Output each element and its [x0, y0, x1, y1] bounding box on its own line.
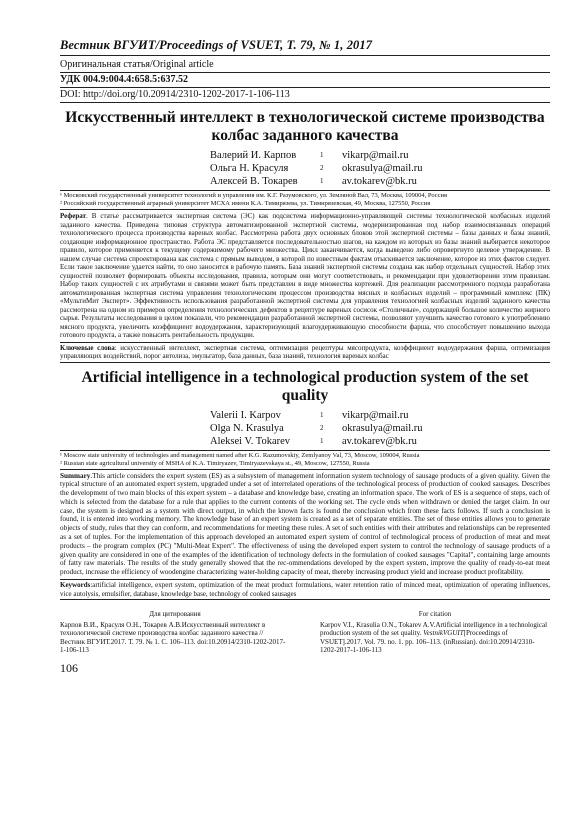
author-affil-mark: 1 — [320, 436, 324, 445]
author-row — [210, 175, 550, 188]
affiliation: ¹ Московский государственный университет технологий и управления им. К.Г. Разумовского, ул. Земляной Вал, 73, Москва, 109004, Россия — [60, 192, 448, 199]
keywords-en — [60, 579, 550, 600]
citation-ru — [60, 610, 290, 655]
author-row — [210, 435, 550, 448]
author-name: Aleksei V. Tokarev — [210, 435, 291, 447]
abstract-text: .This article considers the expert system (ES) as a subsystem of management information system technology of sausage products of a given quality. Given the typical structure of an automated expert system, upgraded under a set of interrelated operations of the technological process of production of cooked sausages. Describes the development of two main blocks of this expert system – a database and knowledge base, creating an information space. The work of ES is a sequence of steps, each of which is selected from the database for a rule that applies to the current contents of the working set. The cycle ends when withdrawn or denied the target claim. In our case, the system is designed as a system with direct output, in which the known facts is found the conclusion which from these facts follows. If such a conclusion is found, it is entered into working memory. The knowledge base of an expert system is created as a set of separate entities. The set of these entities allows you to generate objects of study, rules that they can conform, and recommendations for meeting these rules. A set of such entities with their attributes and relationships can be represented as a set of tuples. For the implementation of this approach developed an automated expert system of control of technological process of production of meat and meat products – the program complex (PC) "Multi-Meat Expert". The effectiveness of using the developed expert system to control the technology of sausage products of a given quality are considered in one of the examples of the identification of technology defects in the formulation of cooked sausages "Capital", containing large amounts of fatty raw materials. The results of the study generally showed that the rec-ommendations developed by the expert system, improve the quality of ready-to-eat meat product, increase the efficiency of woodengine characterizing water-holding capacity of meat, thereby increasing product yield and increase product profitability. — [60, 471, 550, 577]
affiliations-ru — [60, 190, 550, 210]
abstract-text: . В статье рассматривается экспертная система (ЭС) как подсистема информационно-управляющей системы технологической колбасных изделий заданного качества. Приведена типовая структура автоматизированной экспертной системы, модернизированная под набор взаимосвязанных операций технологического процесса производства вареных колбас. Рассмотрена работа двух основных блоков этой экспертной системы – базы данных и базы знаний, создающие информационное пространство. Работа ЭС представляется последовательностью шагов, на каждом из которых из базы знаний выбирается некоторое правило, которое применяется к текущему содержимому рабочего множества. Цикл заканчивается, когда выведено либо опровергнуто целевое утверждение. В нашем случае система спроектирована как система с прямым выводом, в которой по известным фактам отыскивается заключение, которое из этих фактов следует. Если такое заключение удается найти, то оно заносится в рабочую память. База знаний экспертной системы создана как набор отдельных сущностей. Набор этих сущностей позволяет формировать объекты исследования, правила, которым они могут соответствовать, и рекомендации при удовлетворении этим правилам. Набор таких сущностей с их атрибутами и связями может быть представлен в виде множества кортежей. Для реализации рассмотренного подхода разработана автоматизированная экспертная система управления технологическим процессом производства мясных и колбасных изделий – программный комплекс (ПК) «МультиМит Эксперт». Эффективность использования разработанной экспертной системы для управления технологией колбасных изделий заданного качества рассмотрена на одном из примеров определения технологических дефектов в рецептуре вареных сосисок «Столичные», содержащей большое количество жирного сырья. Результаты исследования в целом показали, что рекомендации разработанной экспертной системы, позволяют улучшить качество готового к употреблению мясного продукта, увеличить коэффициент водоудержания, характеризующий влагоудерживающую способности фарша, что способствует повышению выхода готового продукта, а также повысить рентабельность продукции. — [60, 212, 550, 339]
keywords-label: Keywords — [60, 581, 91, 590]
author-name: Алексей В. Токарев — [210, 176, 298, 187]
author-row — [210, 422, 550, 435]
title-ru: Искусственный интеллект в технологической системе производства колбас заданного качества — [65, 109, 545, 144]
article-type: Оригинальная статья/Original article — [60, 58, 550, 73]
citation-text: Карпов В.И., Красуля О.Н., Токарев А.В.Искусственный интеллект в технологической системе производства колбас заданного качества // Вестник ВГУИТ.2017. Т. 79. № 1. С. 106–113. doi:10.20914/2310-1202-2017-1-106-113 — [60, 620, 286, 655]
citation-heading: For citation — [418, 610, 452, 619]
author-email[interactable]: av.tokarev@bk.ru — [342, 435, 417, 447]
author-name: Валерий И. Карпов — [210, 150, 297, 161]
author-affil-mark: 1 — [320, 410, 324, 419]
abstract-label: Summary — [60, 471, 91, 480]
affiliation: ² Российский государственный аграрный университет МСХА имени К.А. Тимирязева, ул. Тимирязевская, 49, Москва, 127550, Россия — [60, 200, 431, 207]
abstract-label: Реферат — [60, 212, 86, 220]
article-meta — [60, 58, 550, 103]
abstract-ru — [60, 212, 550, 340]
author-email[interactable]: okrasulya@mail.ru — [342, 422, 423, 434]
citation-heading: Для цитирования — [149, 610, 201, 619]
citation-text — [320, 621, 550, 655]
keywords-text: :artificial intelligence, expert system, optimization of the meat product formulations, water retention ratio of minced meat, optimization of operating influences, vice autolysis, emulsifier, database, knowledge base, technology of cooked sausages — [60, 581, 550, 598]
author-affil-mark: 1 — [320, 177, 324, 185]
author-email[interactable]: av.tokarev@bk.ru — [342, 176, 417, 187]
authors-ru — [210, 149, 550, 188]
author-row — [210, 149, 550, 162]
citation-en — [320, 610, 550, 655]
title-en: Artificial intelligence in a technological production system of the set quality — [81, 368, 529, 404]
author-name: Ольга Н. Красуля — [210, 163, 289, 174]
journal-header: Вестник ВГУИТ/Proceedings of VSUET, Т. 79, № 1, 2017 — [60, 38, 373, 52]
doi-link[interactable]: DOI: http://doi.org/10.20914/2310-1202-2017-1-106-113 — [60, 88, 550, 103]
udk-code: УДК 004.9:004.4:658.5:637.52 — [60, 73, 550, 88]
author-email[interactable]: vikarp@mail.ru — [342, 409, 409, 421]
author-affil-mark: 1 — [320, 151, 324, 159]
keywords-label: Ключевые слова — [60, 343, 115, 352]
article-page — [60, 38, 550, 676]
citation-journal: VestnikVGUIT — [423, 629, 464, 638]
author-email[interactable]: okrasulya@mail.ru — [342, 163, 423, 174]
author-name: Valerii I. Karpov — [210, 409, 281, 421]
author-affil-mark: 2 — [320, 423, 324, 432]
citation-part: Karpov V.I., Krasulia O.N., Tokarev A.V.Artificial intelligence in a technological production system of the set quality. — [320, 620, 548, 638]
author-email[interactable]: vikarp@mail.ru — [342, 150, 409, 161]
abstract-en — [60, 472, 550, 578]
author-row — [210, 409, 550, 422]
citation-part: [Proceedings of VSUET].2017. Vol. 79. no. 1. pp. 106–113. (inRussian). doi:10.20914/2310-1202-2017-1-106-113 — [320, 629, 535, 655]
affiliations-en — [60, 450, 550, 470]
author-row — [210, 162, 550, 175]
authors-en — [210, 409, 550, 448]
page-number: 106 — [60, 660, 78, 675]
header-rule — [60, 55, 550, 56]
affiliation: ² Russian state agricultural university of MSHA of K.A. Timiryazev, Timiryazevskaya st., 49, Moscow, 127550, Russia — [60, 459, 370, 467]
keywords-ru — [60, 342, 550, 363]
author-name: Olga N. Krasulya — [210, 422, 284, 434]
affiliation: ¹ Moscow state university of technologies and management named after K.G. Razumovskiy, Zemlyanoy Val, 73, Moscow, 109004, Russia — [60, 451, 420, 459]
keywords-text: : искусственный интеллект, экспертная система, оптимизация рецептуры мясопродукта, коэффициент водоудержания фарша, оптимизация управляющих воздействий, порог автолиза, эмульгатор, база данных, база знаний, технология вареных колбас — [60, 343, 550, 360]
author-affil-mark: 2 — [320, 164, 324, 172]
citation-block — [60, 610, 550, 655]
